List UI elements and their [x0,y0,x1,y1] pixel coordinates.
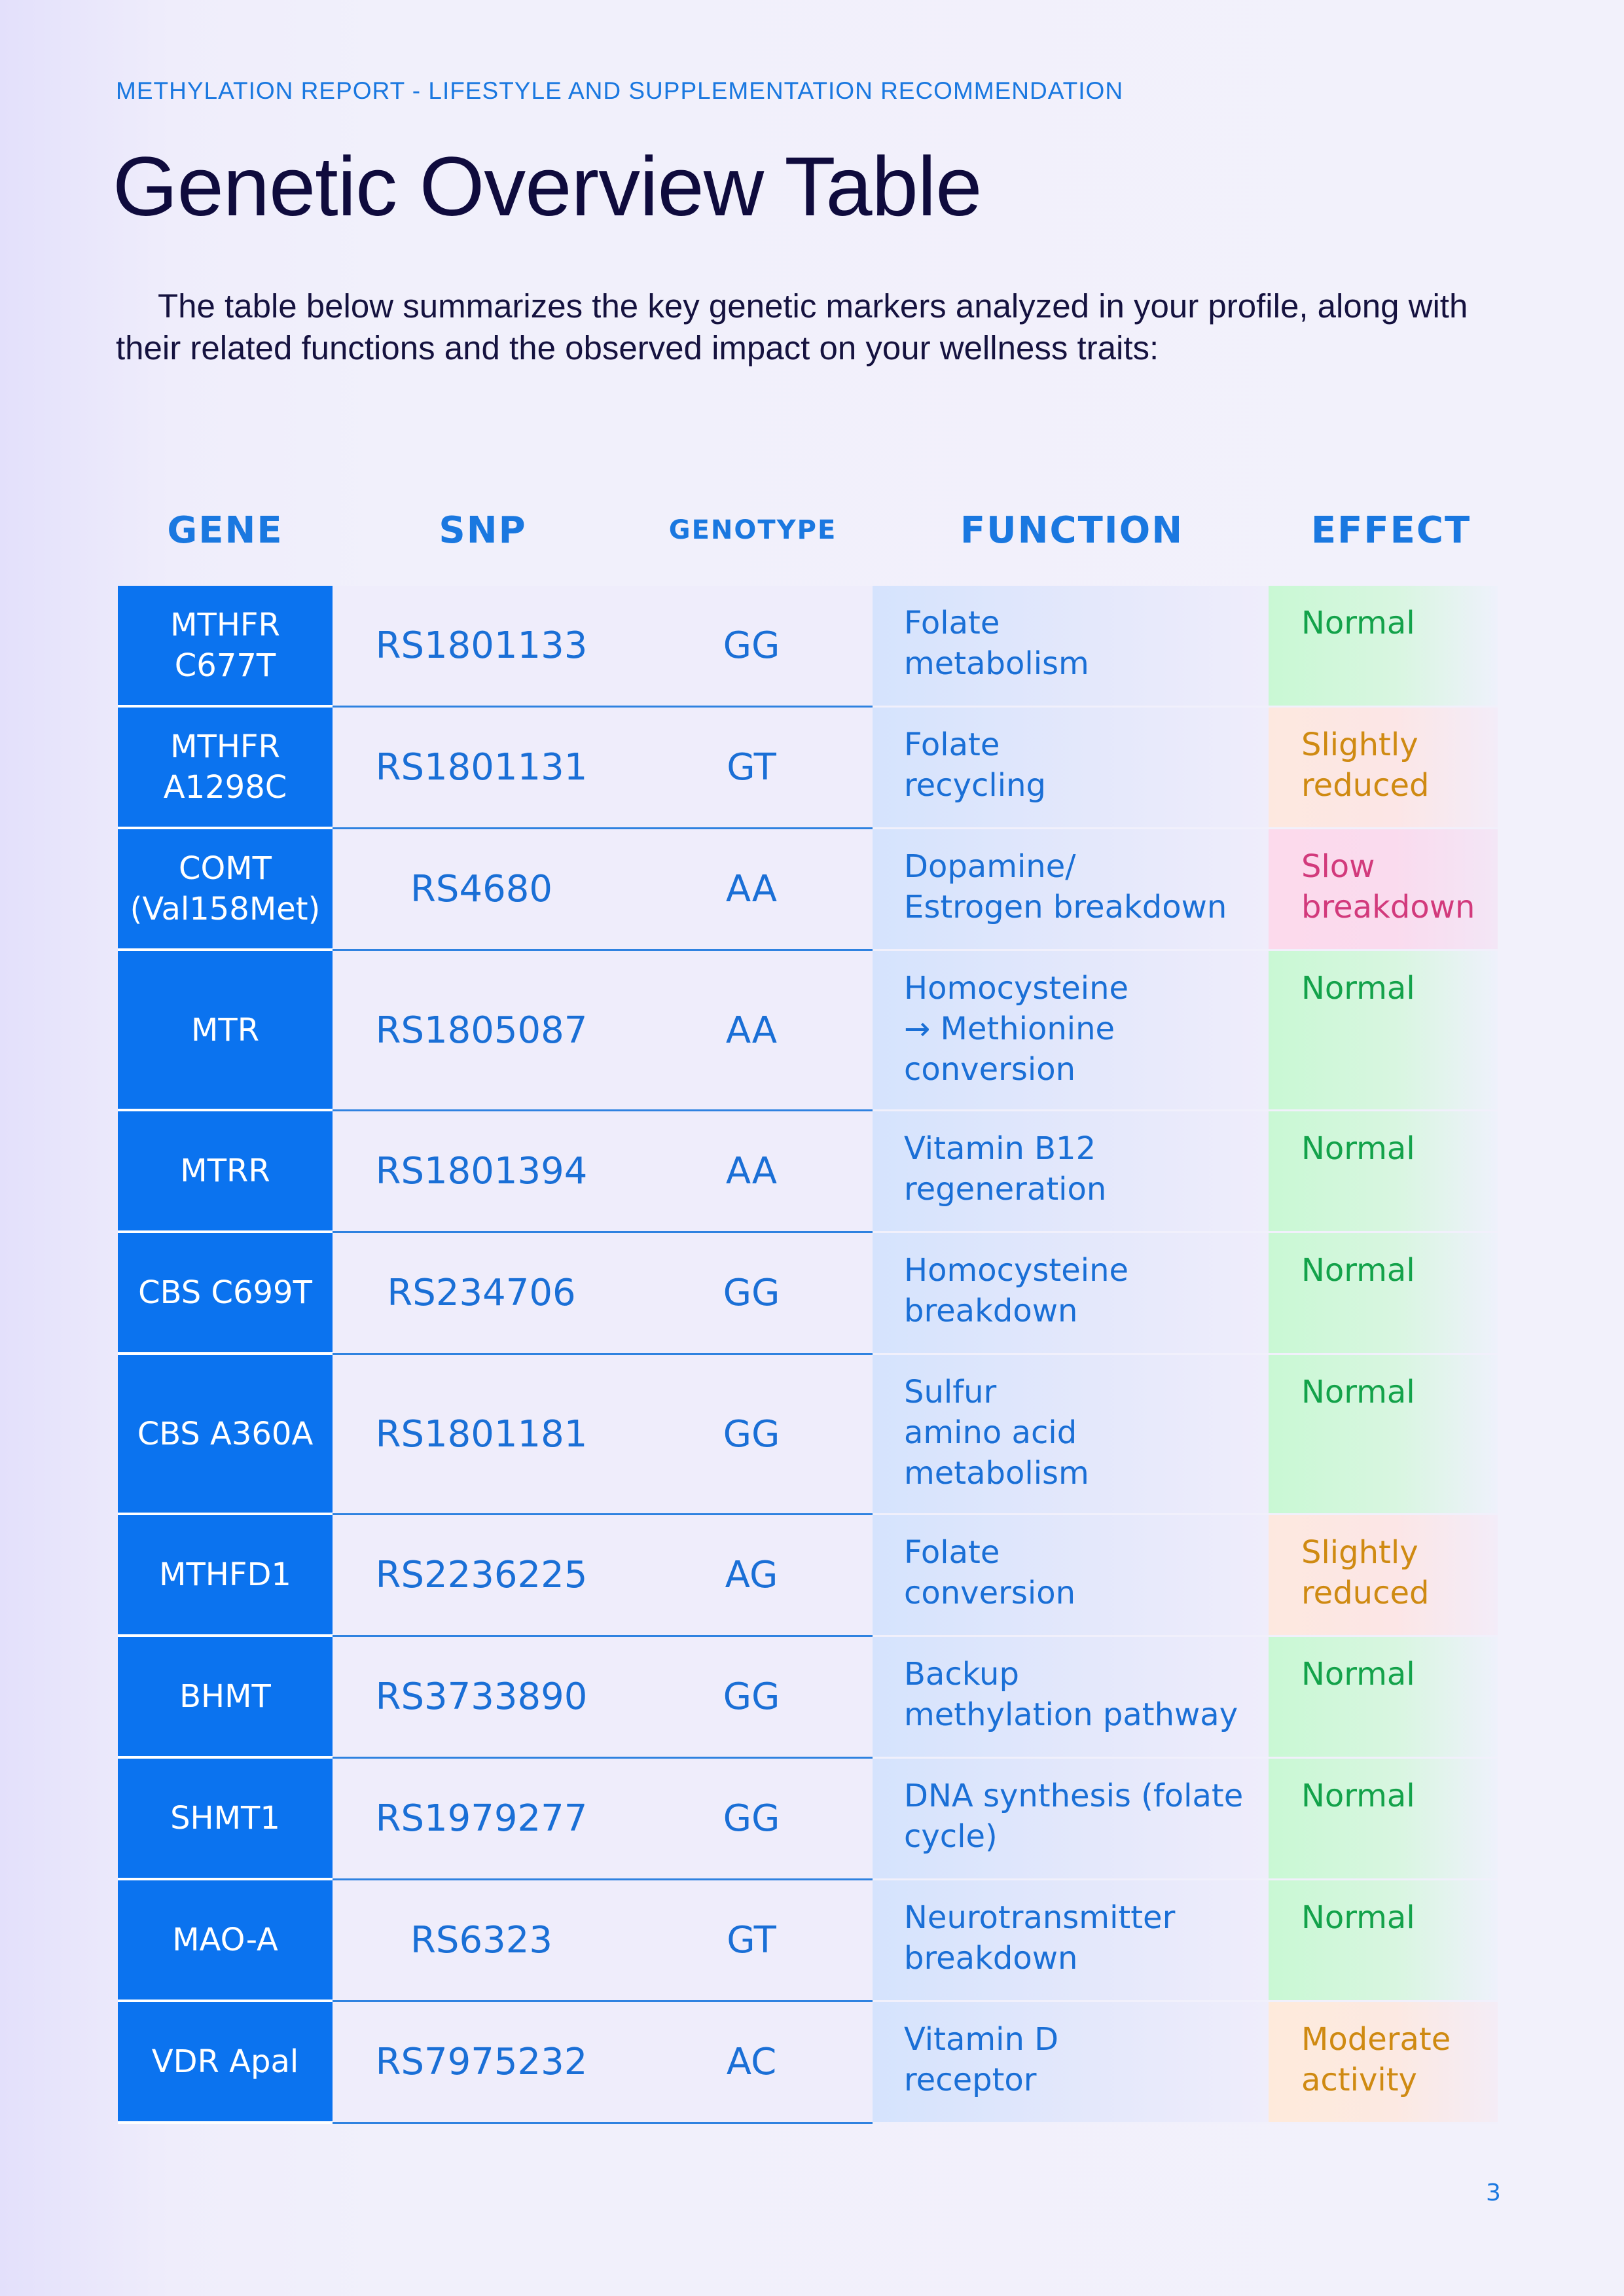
genotype-cell [630,1759,873,1880]
gene-cell-text: MTHFR A1298C [163,728,287,806]
gene-cell-text: MAO-A [172,1922,278,1958]
function-cell [873,1111,1269,1233]
genotype-cell-text: GG [723,1797,780,1840]
gene-cell [118,1515,333,1637]
table-row [118,1637,1499,1759]
function-cell-text: Backup methylation pathway [904,1656,1238,1733]
effect-cell-text: Slightly reduced [1301,726,1430,804]
table-row [118,951,1499,1111]
snp-cell-text: RS3733890 [375,1676,588,1718]
function-cell [873,2002,1269,2124]
gene-cell-text: MTHFD1 [159,1556,291,1593]
column-header-function: FUNCTION [960,509,1184,552]
genotype-cell [630,1111,873,1233]
effect-cell [1269,1637,1498,1759]
snp-cell [333,1515,630,1637]
effect-cell [1269,1880,1498,2002]
page-title: Genetic Overview Table [113,140,982,234]
function-cell-text: Sulfur amino acid metabolism [904,1374,1089,1492]
effect-cell [1269,1515,1498,1637]
column-header-genotype: GENOTYPE [668,515,837,545]
gene-cell-text: MTHFR C677T [170,607,280,684]
table-row [118,1515,1499,1637]
table-row [118,1880,1499,2002]
gene-cell [118,1759,333,1880]
snp-cell [333,829,630,951]
snp-cell-text: RS1801131 [375,746,588,789]
gene-cell-text: BHMT [179,1678,271,1715]
genotype-cell [630,1355,873,1515]
genotype-cell-text: AA [725,1009,778,1052]
effect-cell [1269,1111,1498,1233]
table-row [118,1111,1499,1233]
genotype-cell [630,1880,873,2002]
gene-cell-text: SHMT1 [170,1800,280,1837]
genotype-cell-text: GG [723,1676,780,1718]
genotype-cell-text: GG [723,1272,780,1314]
genotype-cell [630,1515,873,1637]
function-cell [873,1759,1269,1880]
function-cell-text: DNA synthesis (folate cycle) [904,1778,1244,1855]
effect-cell-text: Normal [1301,1899,1415,1936]
gene-cell-text: COMT (Val158Met) [130,850,321,927]
snp-cell-text: RS1805087 [375,1009,588,1052]
function-cell [873,708,1269,829]
table-row [118,1355,1499,1515]
effect-cell-text: Normal [1301,1656,1415,1693]
gene-cell-text: MTRR [180,1153,270,1189]
snp-cell [333,586,630,708]
gene-cell [118,708,333,829]
effect-cell-text: Normal [1301,1374,1415,1410]
function-cell-text: Homocysteine → Methionine conversion [904,970,1129,1088]
effect-cell [1269,1759,1498,1880]
function-cell [873,1515,1269,1637]
genotype-cell-text: GT [727,746,776,789]
genotype-cell-text: AA [725,868,778,910]
gene-cell [118,1637,333,1759]
gene-cell [118,586,333,708]
table-row [118,1759,1499,1880]
snp-cell [333,708,630,829]
genotype-cell [630,708,873,829]
effect-cell [1269,2002,1498,2124]
gene-cell [118,1355,333,1515]
snp-cell [333,1759,630,1880]
table-row [118,1233,1499,1355]
snp-cell-text: RS1801394 [375,1150,588,1193]
column-header-effect: EFFECT [1310,509,1471,552]
snp-cell-text: RS2236225 [375,1554,588,1596]
snp-cell [333,1637,630,1759]
snp-cell-text: RS234706 [387,1272,576,1314]
page-number: 3 [1486,2179,1501,2206]
function-cell [873,829,1269,951]
snp-cell-text: RS4680 [410,868,552,910]
table-row [118,829,1499,951]
effect-cell-text: Normal [1301,1778,1415,1814]
function-cell-text: Homocysteine breakdown [904,1252,1129,1329]
table-row [118,586,1499,708]
snp-cell [333,1111,630,1233]
function-cell [873,1355,1269,1515]
table-row [118,708,1499,829]
function-cell-text: Dopamine/ Estrogen breakdown [904,848,1227,925]
effect-cell-text: Normal [1301,1252,1415,1289]
effect-cell-text: Normal [1301,1130,1415,1167]
function-cell [873,1880,1269,2002]
function-cell-text: Neurotransmitter breakdown [904,1899,1176,1977]
function-cell [873,1637,1269,1759]
genotype-cell-text: AC [726,2041,777,2083]
effect-cell-text: Moderate activity [1301,2021,1451,2098]
snp-cell [333,1355,630,1515]
effect-cell [1269,1233,1498,1355]
gene-cell [118,829,333,951]
snp-cell-text: RS1801133 [375,624,588,667]
effect-cell-text: Slightly reduced [1301,1534,1430,1611]
gene-cell [118,951,333,1111]
gene-cell [118,2002,333,2124]
gene-cell-text: CBS A360A [137,1415,314,1452]
gene-cell-text: CBS C699T [138,1274,312,1311]
function-cell-text: Folate recycling [904,726,1046,804]
effect-cell [1269,708,1498,829]
gene-cell-text: VDR Apal [151,2043,299,2080]
function-cell [873,951,1269,1111]
genotype-cell-text: AA [725,1150,778,1193]
genotype-cell-text: GG [723,1412,780,1456]
intro-paragraph: The table below summarizes the key genetic markers analyzed in your profile, along with their related functions and the observed impact on your wellness traits: [116,287,1468,367]
column-header-gene: GENE [167,509,283,552]
gene-cell [118,1880,333,2002]
effect-cell-text: Normal [1301,605,1415,641]
gene-cell [118,1233,333,1355]
function-cell [873,1233,1269,1355]
genotype-cell-text: GT [727,1919,776,1962]
genotype-cell [630,586,873,708]
snp-cell-text: RS6323 [410,1919,552,1962]
snp-cell-text: RS7975232 [375,2041,588,2083]
snp-cell-text: RS1979277 [375,1797,588,1840]
effect-cell-text: Normal [1301,970,1415,1007]
gene-cell [118,1111,333,1233]
snp-cell [333,2002,630,2124]
snp-cell-text: RS1801181 [375,1412,588,1456]
genetic-overview-table [118,586,1499,2124]
genotype-cell-text: GG [723,624,780,667]
effect-cell-text: Slow breakdown [1301,848,1475,925]
effect-cell [1269,1355,1498,1515]
genotype-cell [630,829,873,951]
function-cell-text: Folate conversion [904,1534,1075,1611]
gene-cell-text: MTR [190,1011,260,1049]
genotype-cell [630,1233,873,1355]
genotype-cell-text: AG [725,1554,778,1596]
effect-cell [1269,586,1498,708]
function-cell [873,586,1269,708]
genotype-cell [630,951,873,1111]
table-row [118,2002,1499,2124]
genotype-cell [630,2002,873,2124]
function-cell-text: Vitamin B12 regeneration [904,1130,1107,1208]
genotype-cell [630,1637,873,1759]
function-cell-text: Vitamin D receptor [904,2021,1059,2098]
snp-cell [333,1233,630,1355]
report-kicker: METHYLATION REPORT - LIFESTYLE AND SUPPLEMENTATION RECOMMENDATION [116,77,1124,104]
snp-cell [333,1880,630,2002]
effect-cell [1269,951,1498,1111]
snp-cell [333,951,630,1111]
column-header-snp: SNP [439,509,527,552]
effect-cell [1269,829,1498,951]
function-cell-text: Folate metabolism [904,605,1089,682]
